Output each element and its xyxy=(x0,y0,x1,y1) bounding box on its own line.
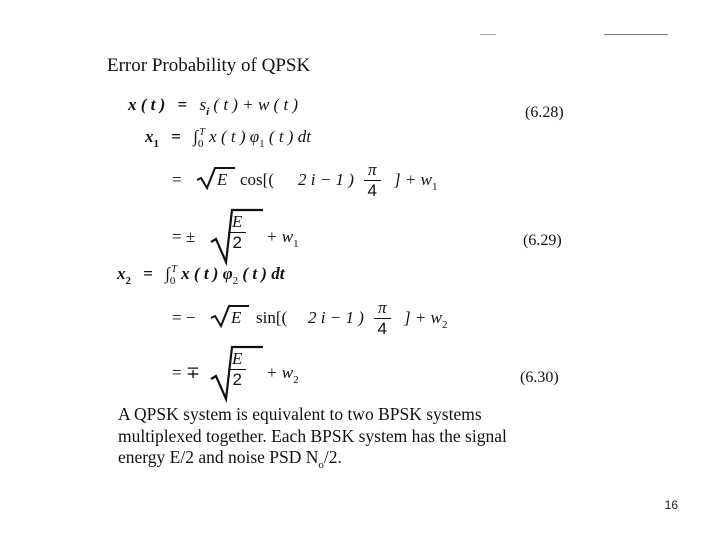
eq-sign: = xyxy=(177,95,188,114)
fraction-denominator: 4 xyxy=(377,319,387,338)
e-over-2-fraction xyxy=(228,212,246,253)
fraction-denominator: 2 xyxy=(232,233,242,252)
pi-over-4-fraction xyxy=(364,160,381,201)
sin-argument: 2 i − 1 ) xyxy=(308,308,364,327)
fraction-numerator: π xyxy=(364,160,381,181)
equation-sin xyxy=(172,308,195,328)
integral-lower: 0 xyxy=(169,275,176,287)
eq-s: s xyxy=(199,95,207,114)
cos-argument: 2 i − 1 ) xyxy=(298,170,354,189)
phi-sub: 1 xyxy=(259,138,265,150)
fraction-denominator: 4 xyxy=(367,181,377,200)
eq-lhs: x ( t ) xyxy=(128,95,166,114)
paragraph-text: energy E/2 and noise PSD N xyxy=(118,447,319,467)
e-over-2-fraction xyxy=(228,349,246,390)
page-number: 16 xyxy=(664,498,678,512)
eq-close-text: ] + w xyxy=(404,308,442,327)
sqrt-arg: E xyxy=(231,308,242,327)
eq-body: x ( t ) φ xyxy=(209,127,260,146)
integral-upper: T xyxy=(199,127,205,138)
eq-sign: = xyxy=(172,170,182,189)
equation-cos xyxy=(172,170,182,190)
eq-rest: ( t ) + w ( t ) xyxy=(213,95,299,114)
summary-paragraph xyxy=(118,404,578,472)
eq-sign: = xyxy=(171,127,181,146)
sqrt-arg: E xyxy=(217,170,228,189)
w-sub: 1 xyxy=(293,238,299,250)
sqrt-sign xyxy=(210,304,250,328)
eq-body: x ( t ) φ xyxy=(181,264,233,283)
equation-6-29 xyxy=(172,227,195,247)
integral-sign: ∫ xyxy=(165,264,170,283)
paragraph-line: A QPSK system is equivalent to two BPSK systems xyxy=(118,404,482,424)
eq-close-text: ] + w xyxy=(394,170,432,189)
w-sub: 1 xyxy=(431,181,438,193)
equation-number: (6.30) xyxy=(520,369,559,386)
eq-s-sub: i xyxy=(206,106,210,118)
equation-number: (6.29) xyxy=(523,232,562,249)
scan-line xyxy=(604,34,668,35)
sin-function: sin[( xyxy=(256,308,288,327)
pi-over-4-fraction xyxy=(374,298,391,339)
equation-6-30 xyxy=(172,363,200,383)
w-sub: 2 xyxy=(441,319,448,331)
equation-6-28 xyxy=(128,95,299,118)
w-sub: 2 xyxy=(293,374,299,386)
eq-sign: = xyxy=(143,264,153,283)
sqrt-sign xyxy=(196,166,236,190)
equation-x2 xyxy=(117,264,285,287)
page-title: Error Probability of QPSK xyxy=(107,55,311,76)
eq-tail xyxy=(266,227,299,250)
paragraph-line: multiplexed together. Each BPSK system has the signal xyxy=(118,425,507,446)
eq-tail-text: + w xyxy=(266,227,294,246)
eq-sign: = ∓ xyxy=(172,363,201,382)
eq-tail: ( t ) dt xyxy=(268,127,311,146)
eq-tail: ( t ) dt xyxy=(242,264,285,283)
eq-close xyxy=(394,170,438,193)
paragraph-line xyxy=(118,447,578,472)
integral-upper: T xyxy=(171,264,177,275)
fraction-denominator: 2 xyxy=(232,370,242,389)
eq-close xyxy=(404,308,448,331)
eq-tail-text: + w xyxy=(266,363,294,382)
scan-line xyxy=(480,34,496,35)
eq-lhs-sub: 2 xyxy=(125,275,131,287)
subscript: o xyxy=(318,459,324,471)
paragraph-text: /2. xyxy=(323,447,342,467)
eq-lhs: x xyxy=(117,264,126,283)
eq-sign: = ± xyxy=(172,227,196,246)
phi-sub: 2 xyxy=(232,275,239,287)
fraction-numerator: E xyxy=(228,349,246,370)
fraction-numerator: E xyxy=(228,212,246,233)
fraction-numerator: π xyxy=(374,298,391,319)
eq-tail xyxy=(266,363,299,386)
equation-number: (6.28) xyxy=(525,104,564,121)
cos-function: cos[( xyxy=(240,170,274,189)
integral-sign: ∫ xyxy=(193,127,198,146)
eq-lhs: x xyxy=(145,127,154,146)
integral-lower: 0 xyxy=(197,138,204,150)
equation-x1 xyxy=(145,127,311,150)
eq-lhs-sub: 1 xyxy=(153,138,159,150)
eq-sign: = − xyxy=(172,308,196,327)
